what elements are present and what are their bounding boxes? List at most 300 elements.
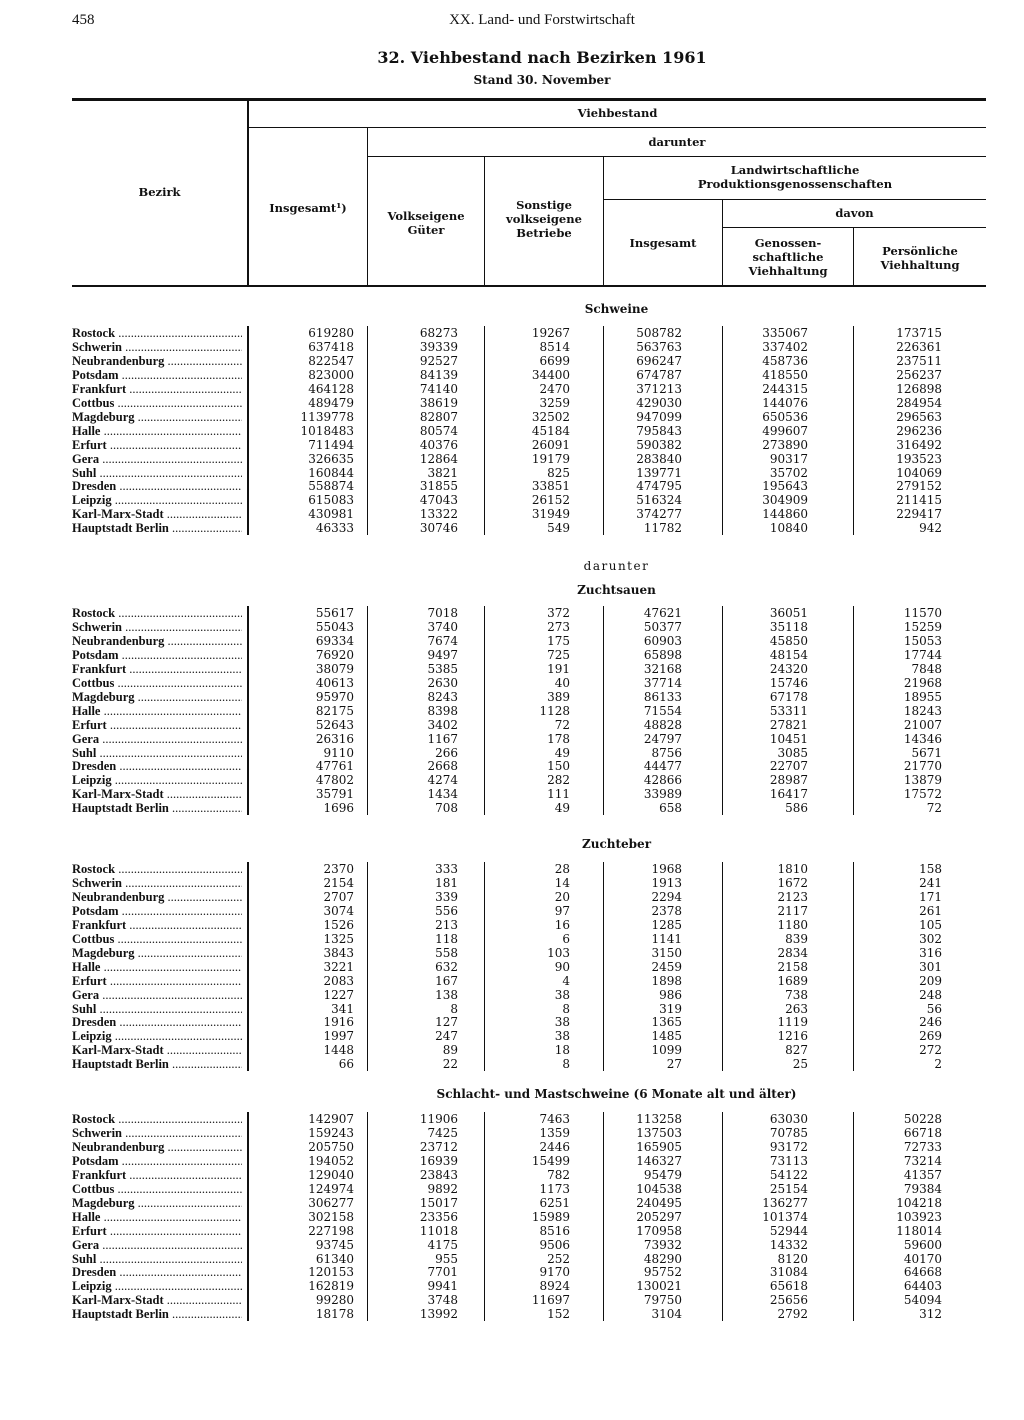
cell-value: 136277 <box>762 1195 808 1210</box>
cell-value: 103 <box>547 945 570 960</box>
table-row <box>72 974 986 988</box>
cell-value: 38619 <box>419 395 458 410</box>
bezirk-name: Halle ..... <box>72 1210 242 1224</box>
cell-value: 1997 <box>323 1029 354 1044</box>
header-rule-davon <box>723 227 986 228</box>
cell-value: 1810 <box>777 862 808 876</box>
cell-value: 9892 <box>427 1181 458 1196</box>
cell-value: 47802 <box>315 773 354 788</box>
cell-value: 24797 <box>643 731 682 746</box>
cell-value: 272 <box>919 1043 942 1058</box>
cell-value: 139771 <box>636 465 682 480</box>
cell-value: 68273 <box>419 326 458 340</box>
cell-value: 632 <box>435 959 458 974</box>
bezirk-name: Cottbus ..... <box>72 676 242 690</box>
cell-value: 590382 <box>636 437 682 452</box>
cell-value: 372 <box>547 606 570 620</box>
cell-value: 53311 <box>769 703 808 718</box>
table-row <box>72 801 986 815</box>
cell-value: 1325 <box>323 931 354 946</box>
table-row <box>72 452 986 466</box>
table-row <box>72 382 986 396</box>
cell-value: 227198 <box>308 1223 354 1238</box>
header-persoenlich-line2: Viehhaltung <box>880 258 960 272</box>
cell-value: 273890 <box>762 437 808 452</box>
cell-value: 25656 <box>769 1293 808 1308</box>
cell-value: 26091 <box>531 437 570 452</box>
header-rule-darunter <box>368 156 986 157</box>
bezirk-name: Rostock ..... <box>72 862 242 876</box>
cell-value: 21770 <box>903 759 942 774</box>
section-pretitle: darunter <box>583 559 650 573</box>
cell-value: 2630 <box>427 675 458 690</box>
cell-value: 46333 <box>315 521 354 536</box>
bezirk-name: Hauptstadt Berlin ..... <box>72 1057 242 1071</box>
cell-value: 40170 <box>903 1251 942 1266</box>
cell-value: 28 <box>554 862 570 876</box>
cell-value: 1141 <box>651 931 682 946</box>
cell-value: 178 <box>547 731 570 746</box>
bezirk-name: Frankfurt ..... <box>72 382 242 396</box>
cell-value: 2470 <box>539 381 570 396</box>
cell-value: 2083 <box>323 973 354 988</box>
cell-value: 302158 <box>308 1209 354 1224</box>
cell-value: 33989 <box>643 787 682 802</box>
cell-value: 6699 <box>539 353 570 368</box>
cell-value: 31084 <box>769 1265 808 1280</box>
cell-value: 26152 <box>531 493 570 508</box>
cell-value: 1180 <box>777 917 808 932</box>
table-row <box>72 1224 986 1238</box>
cell-value: 241 <box>919 875 942 890</box>
cell-value: 56 <box>926 1001 942 1016</box>
header-sonstige-line2: volkseigene <box>506 212 582 226</box>
cell-value: 71554 <box>643 703 682 718</box>
cell-value: 942 <box>919 521 942 536</box>
bezirk-name: Neubrandenburg ..... <box>72 1140 242 1154</box>
cell-value: 1672 <box>777 875 808 890</box>
cell-value: 15499 <box>531 1153 570 1168</box>
cell-value: 304909 <box>762 493 808 508</box>
table-row <box>72 890 986 904</box>
cell-value: 31949 <box>531 507 570 522</box>
cell-value: 165905 <box>636 1139 682 1154</box>
cell-value: 84139 <box>419 367 458 382</box>
bezirk-name: Potsdam ..... <box>72 648 242 662</box>
cell-value: 48290 <box>643 1251 682 1266</box>
cell-value: 3085 <box>777 745 808 760</box>
cell-value: 711494 <box>308 437 354 452</box>
cell-value: 95970 <box>315 689 354 704</box>
cell-value: 95479 <box>643 1167 682 1182</box>
table-row <box>72 1293 986 1307</box>
cell-value: 1434 <box>427 787 458 802</box>
cell-value: 173715 <box>896 326 942 340</box>
cell-value: 246 <box>919 1015 942 1030</box>
table-row <box>72 1057 986 1071</box>
cell-value: 269 <box>919 1029 942 1044</box>
cell-value: 389 <box>547 689 570 704</box>
cell-value: 144860 <box>762 507 808 522</box>
table-row <box>72 648 986 662</box>
cell-value: 499607 <box>762 423 808 438</box>
bezirk-name: Karl-Marx-Stadt ..... <box>72 1043 242 1057</box>
table-subtitle: Stand 30. November <box>473 73 611 87</box>
table-row <box>72 396 986 410</box>
bezirk-name: Potsdam ..... <box>72 1154 242 1168</box>
cell-value: 23356 <box>419 1209 458 1224</box>
header-genossenschaftliche <box>723 236 853 278</box>
cell-value: 3402 <box>427 717 458 732</box>
cell-value: 586 <box>785 801 808 816</box>
cell-value: 19267 <box>531 326 570 340</box>
bezirk-name: Gera ..... <box>72 988 242 1002</box>
cell-value: 302 <box>919 931 942 946</box>
cell-value: 1285 <box>651 917 682 932</box>
cell-value: 32502 <box>531 409 570 424</box>
cell-value: 11570 <box>903 606 942 620</box>
cell-value: 333 <box>435 862 458 876</box>
cell-value: 12864 <box>419 451 458 466</box>
bezirk-name: Neubrandenburg ..... <box>72 890 242 904</box>
bezirk-name: Suhl ..... <box>72 746 242 760</box>
bezirk-name: Erfurt ..... <box>72 1224 242 1238</box>
table-row <box>72 1015 986 1029</box>
cell-value: 99280 <box>315 1293 354 1308</box>
cell-value: 37714 <box>643 675 682 690</box>
cell-value: 296236 <box>896 423 942 438</box>
cell-value: 282 <box>547 773 570 788</box>
cell-value: 170958 <box>636 1223 682 1238</box>
bezirk-name: Hauptstadt Berlin ..... <box>72 521 242 535</box>
cell-value: 556 <box>435 903 458 918</box>
cell-value: 430981 <box>308 507 354 522</box>
table-row <box>72 1140 986 1154</box>
cell-value: 211415 <box>896 493 942 508</box>
cell-value: 374277 <box>636 507 682 522</box>
cell-value: 26316 <box>315 731 354 746</box>
cell-value: 92527 <box>419 353 458 368</box>
cell-value: 674787 <box>636 367 682 382</box>
cell-value: 47043 <box>419 493 458 508</box>
cell-value: 1913 <box>651 875 682 890</box>
cell-value: 615083 <box>308 493 354 508</box>
cell-value: 205750 <box>308 1139 354 1154</box>
cell-value: 8120 <box>777 1251 808 1266</box>
cell-value: 2370 <box>323 862 354 876</box>
bezirk-name: Schwerin ..... <box>72 876 242 890</box>
section-title: Zuchteber <box>581 837 652 851</box>
bezirk-name: Leipzig ..... <box>72 493 242 507</box>
table-row <box>72 354 986 368</box>
bezirk-name: Karl-Marx-Stadt ..... <box>72 1293 242 1307</box>
cell-value: 4175 <box>427 1237 458 1252</box>
table-row <box>72 1307 986 1321</box>
table-row <box>72 424 986 438</box>
cell-value: 55617 <box>315 606 354 620</box>
table-row <box>72 676 986 690</box>
cell-value: 458736 <box>762 353 808 368</box>
cell-value: 823000 <box>308 367 354 382</box>
cell-value: 8243 <box>427 689 458 704</box>
table-row <box>72 438 986 452</box>
table-row <box>72 732 986 746</box>
cell-value: 782 <box>547 1167 570 1182</box>
cell-value: 35791 <box>315 787 354 802</box>
cell-value: 2 <box>934 1057 942 1072</box>
cell-value: 90 <box>554 959 570 974</box>
table-row <box>72 1112 986 1126</box>
cell-value: 4 <box>562 973 570 988</box>
table-row <box>72 1168 986 1182</box>
table-top-rule <box>72 98 986 101</box>
cell-value: 25154 <box>769 1181 808 1196</box>
cell-value: 1119 <box>777 1015 808 1030</box>
cell-value: 1898 <box>651 973 682 988</box>
cell-value: 337402 <box>762 339 808 354</box>
cell-value: 32168 <box>643 661 682 676</box>
cell-value: 64403 <box>903 1279 942 1294</box>
cell-value: 8 <box>450 1001 458 1016</box>
cell-value: 44477 <box>643 759 682 774</box>
cell-value: 127 <box>435 1015 458 1030</box>
cell-value: 3259 <box>539 395 570 410</box>
cell-value: 8 <box>562 1001 570 1016</box>
cell-value: 8924 <box>539 1279 570 1294</box>
header-sonstige-line3: Betriebe <box>516 226 572 240</box>
header-volkseigene-line2: Güter <box>407 223 445 237</box>
bezirk-name: Neubrandenburg ..... <box>72 634 242 648</box>
cell-value: 1365 <box>651 1015 682 1030</box>
cell-value: 8 <box>562 1057 570 1072</box>
cell-value: 822547 <box>308 353 354 368</box>
bezirk-name: Cottbus ..... <box>72 396 242 410</box>
cell-value: 738 <box>785 987 808 1002</box>
cell-value: 18 <box>554 1043 570 1058</box>
cell-value: 48828 <box>643 717 682 732</box>
cell-value: 138 <box>435 987 458 1002</box>
table-row <box>72 634 986 648</box>
cell-value: 283840 <box>636 451 682 466</box>
cell-value: 279152 <box>896 479 942 494</box>
header-lpg-line2: Produktionsgenossenschaften <box>697 177 893 191</box>
cell-value: 38079 <box>315 661 354 676</box>
cell-value: 120153 <box>308 1265 354 1280</box>
bezirk-name: Erfurt ..... <box>72 974 242 988</box>
table-row <box>72 340 986 354</box>
cell-value: 93745 <box>315 1237 354 1252</box>
table-row <box>72 773 986 787</box>
bezirk-name: Potsdam ..... <box>72 904 242 918</box>
cell-value: 69334 <box>315 633 354 648</box>
cell-value: 3150 <box>651 945 682 960</box>
table-row <box>72 606 986 620</box>
header-persoenliche <box>854 244 986 272</box>
cell-value: 30746 <box>419 521 458 536</box>
cell-value: 839 <box>785 931 808 946</box>
cell-value: 150 <box>547 759 570 774</box>
table-row <box>72 493 986 507</box>
table-row <box>72 410 986 424</box>
bezirk-name: Suhl ..... <box>72 466 242 480</box>
cell-value: 335067 <box>762 326 808 340</box>
cell-value: 35118 <box>769 619 808 634</box>
cell-value: 24320 <box>769 661 808 676</box>
cell-value: 47761 <box>315 759 354 774</box>
cell-value: 159243 <box>308 1125 354 1140</box>
cell-value: 144076 <box>762 395 808 410</box>
cell-value: 82807 <box>419 409 458 424</box>
cell-value: 8756 <box>651 745 682 760</box>
cell-value: 1099 <box>651 1043 682 1058</box>
cell-value: 40376 <box>419 437 458 452</box>
cell-value: 205297 <box>636 1209 682 1224</box>
cell-value: 237511 <box>896 353 942 368</box>
section-title: Schlacht- und Mastschweine (6 Monate alt und älter) <box>436 1087 797 1101</box>
cell-value: 171 <box>919 889 942 904</box>
cell-value: 15746 <box>769 675 808 690</box>
cell-value: 7701 <box>427 1265 458 1280</box>
cell-value: 986 <box>659 987 682 1002</box>
cell-value: 11782 <box>643 521 682 536</box>
table-row <box>72 787 986 801</box>
cell-value: 319 <box>659 1001 682 1016</box>
cell-value: 49 <box>554 801 570 816</box>
cell-value: 226361 <box>896 339 942 354</box>
cell-value: 213 <box>435 917 458 932</box>
cell-value: 7018 <box>427 606 458 620</box>
header-rule-lpg <box>604 199 986 200</box>
bezirk-name: Neubrandenburg ..... <box>72 354 242 368</box>
cell-value: 17744 <box>903 647 942 662</box>
cell-value: 73113 <box>769 1153 808 1168</box>
cell-value: 418550 <box>762 367 808 382</box>
header-rule-insgesamt <box>367 128 368 285</box>
cell-value: 708 <box>435 801 458 816</box>
cell-value: 7674 <box>427 633 458 648</box>
cell-value: 341 <box>331 1001 354 1016</box>
cell-value: 34400 <box>531 367 570 382</box>
cell-value: 193523 <box>896 451 942 466</box>
bezirk-name: Schwerin ..... <box>72 620 242 634</box>
header-lpg-insgesamt: Insgesamt <box>629 236 697 250</box>
cell-value: 104218 <box>896 1195 942 1210</box>
table-row <box>72 946 986 960</box>
bezirk-name: Karl-Marx-Stadt ..... <box>72 787 242 801</box>
cell-value: 14346 <box>903 731 942 746</box>
bezirk-name: Gera ..... <box>72 1238 242 1252</box>
table-row <box>72 1126 986 1140</box>
cell-value: 126898 <box>896 381 942 396</box>
cell-value: 74140 <box>419 381 458 396</box>
cell-value: 52944 <box>769 1223 808 1238</box>
cell-value: 72 <box>926 801 942 816</box>
cell-value: 1216 <box>777 1029 808 1044</box>
cell-value: 5385 <box>427 661 458 676</box>
cell-value: 73214 <box>903 1153 942 1168</box>
cell-value: 549 <box>547 521 570 536</box>
cell-value: 4274 <box>427 773 458 788</box>
cell-value: 18243 <box>903 703 942 718</box>
cell-value: 316 <box>919 945 942 960</box>
cell-value: 142907 <box>308 1112 354 1126</box>
cell-value: 489479 <box>308 395 354 410</box>
running-head: XX. Land- und Forstwirtschaft <box>449 12 635 28</box>
header-davon: davon <box>835 206 874 220</box>
cell-value: 18178 <box>315 1307 354 1322</box>
cell-value: 86133 <box>643 689 682 704</box>
cell-value: 21968 <box>903 675 942 690</box>
table-row <box>72 1279 986 1293</box>
section-title: Zuchtsauen <box>577 583 656 597</box>
cell-value: 15989 <box>531 1209 570 1224</box>
cell-value: 474795 <box>636 479 682 494</box>
cell-value: 301 <box>919 959 942 974</box>
cell-value: 70785 <box>769 1125 808 1140</box>
cell-value: 247 <box>435 1029 458 1044</box>
cell-value: 2294 <box>651 889 682 904</box>
cell-value: 36051 <box>769 606 808 620</box>
header-sonstige-line1: Sonstige <box>516 198 572 212</box>
cell-value: 1689 <box>777 973 808 988</box>
header-volkseigene-line1: Volkseigene <box>387 209 465 223</box>
cell-value: 261 <box>919 903 942 918</box>
header-persoenlich-line1: Persönliche <box>882 244 958 258</box>
cell-value: 95752 <box>643 1265 682 1280</box>
cell-value: 10451 <box>769 731 808 746</box>
cell-value: 162819 <box>308 1279 354 1294</box>
page-number: 458 <box>72 12 95 28</box>
cell-value: 65618 <box>769 1279 808 1294</box>
cell-value: 8516 <box>539 1223 570 1238</box>
bezirk-name: Cottbus ..... <box>72 932 242 946</box>
header-genossen-line3: Viehhaltung <box>748 264 828 278</box>
cell-value: 52643 <box>315 717 354 732</box>
bezirk-name: Erfurt ..... <box>72 438 242 452</box>
cell-value: 19179 <box>531 451 570 466</box>
cell-value: 22707 <box>769 759 808 774</box>
bezirk-name: Potsdam ..... <box>72 368 242 382</box>
cell-value: 42866 <box>643 773 682 788</box>
bezirk-name: Rostock ..... <box>72 326 242 340</box>
header-genossen-line1: Genossen- <box>754 236 822 250</box>
table-row <box>72 718 986 732</box>
cell-value: 50377 <box>643 619 682 634</box>
cell-value: 160844 <box>308 465 354 480</box>
header-lpg-line1: Landwirtschaftliche <box>730 163 860 177</box>
cell-value: 3104 <box>651 1307 682 1322</box>
cell-value: 16417 <box>769 787 808 802</box>
cell-value: 429030 <box>636 395 682 410</box>
bezirk-name: Frankfurt ..... <box>72 662 242 676</box>
cell-value: 124974 <box>308 1181 354 1196</box>
cell-value: 40613 <box>315 675 354 690</box>
cell-value: 316492 <box>896 437 942 452</box>
cell-value: 8398 <box>427 703 458 718</box>
header-volkseigene-gueter <box>368 209 484 237</box>
cell-value: 64668 <box>903 1265 942 1280</box>
table-row <box>72 876 986 890</box>
cell-value: 76920 <box>315 647 354 662</box>
cell-value: 1018483 <box>300 423 354 438</box>
cell-value: 13879 <box>903 773 942 788</box>
cell-value: 111 <box>547 787 570 802</box>
cell-value: 563763 <box>636 339 682 354</box>
cell-value: 3074 <box>323 903 354 918</box>
bezirk-name: Schwerin ..... <box>72 340 242 354</box>
table-row <box>72 662 986 676</box>
header-lpg <box>604 163 986 191</box>
